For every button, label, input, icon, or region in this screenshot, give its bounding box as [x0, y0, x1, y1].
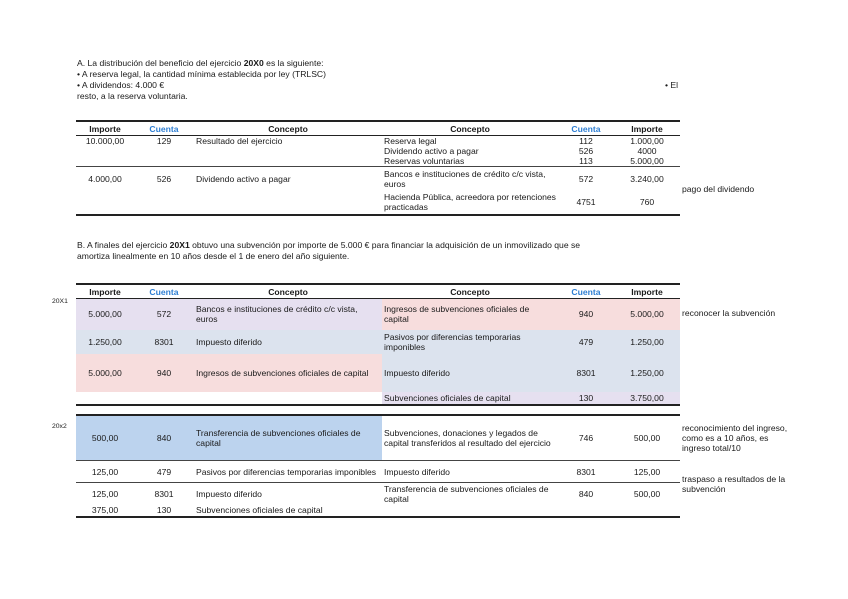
- credit-amount: 1.000,00: [630, 136, 664, 146]
- debit-concept: Impuesto diferido: [194, 330, 382, 354]
- table-row: [76, 156, 680, 167]
- debit-amount: 4.000,00: [88, 173, 122, 184]
- table-row: [76, 483, 680, 505]
- header-cuenta: Cuenta: [134, 284, 194, 299]
- credit-amount: 500,00: [614, 483, 680, 505]
- credit-amount: 1.250,00: [614, 330, 680, 354]
- credit-concept: Hacienda Pública, acreedora por retenciones practicadas: [382, 191, 558, 215]
- credit-account: 746: [578, 432, 594, 443]
- table-row: [76, 146, 680, 156]
- credit-concept: Subvenciones oficiales de capital: [382, 392, 558, 405]
- debit-account: 940: [134, 354, 194, 392]
- section-a-line1: [77, 58, 324, 69]
- section-b-line2: amortiza linealmente en 10 años desde el 1 de enero del año siguiente.: [77, 251, 350, 261]
- credit-concept: Pasivos por diferencias temporarias imponibles: [382, 330, 558, 354]
- table-row: [76, 461, 680, 483]
- table-a-header: [76, 121, 680, 136]
- credit-account: 4751: [558, 191, 614, 215]
- note-traspaso-resultados: traspaso a resultados de la subvención: [682, 474, 786, 494]
- debit-account: 840: [134, 415, 194, 461]
- year-20x0: 20X0: [243, 58, 264, 68]
- credit-concept: Bancos e instituciones de crédito c/c vista, euros: [384, 168, 546, 189]
- year-label-20x2: 20x2: [52, 423, 67, 430]
- header-importe-credit: Importe: [614, 284, 680, 299]
- debit-concept: Impuesto diferido: [194, 483, 382, 505]
- credit-concept: Ingresos de subvenciones oficiales de capital: [382, 299, 558, 330]
- note-pago-dividendo: pago del dividendo: [682, 184, 755, 194]
- debit-amount: 5.000,00: [76, 299, 134, 330]
- debit-account: 8301: [134, 483, 194, 505]
- credit-concept: Dividendo activo a pagar: [384, 146, 479, 156]
- credit-concept: Subvenciones, donaciones y legados de capital transferidos al resultado del ejercicio: [384, 427, 551, 448]
- table-gap: [76, 405, 680, 415]
- journal-table-a: [76, 120, 680, 216]
- credit-concept: Impuesto diferido: [382, 354, 558, 392]
- section-a-line2: • A reserva legal, la cantidad mínima establecida por ley (TRLSC): [77, 69, 326, 79]
- credit-amount: 3.750,00: [614, 392, 680, 405]
- table-row: [76, 354, 680, 392]
- debit-amount: 5.000,00: [76, 354, 134, 392]
- debit-amount: 1.250,00: [76, 330, 134, 354]
- debit-concept: Dividendo activo a pagar: [196, 173, 291, 184]
- header-concepto-credit: Concepto: [382, 284, 558, 299]
- section-a-intro-end: es la siguiente:: [263, 58, 324, 68]
- header-cuenta: Cuenta: [134, 121, 194, 136]
- debit-concept: Subvenciones oficiales de capital: [194, 505, 382, 517]
- credit-amount: 1.250,00: [614, 354, 680, 392]
- header-importe-credit: Importe: [614, 121, 680, 136]
- table-row: [76, 191, 680, 215]
- table-row: [76, 330, 680, 354]
- section-a-intro: A. La distribución del beneficio del ejercicio: [77, 58, 244, 68]
- header-concepto: Concepto: [194, 121, 382, 136]
- table-row: [76, 505, 680, 517]
- credit-account: 479: [558, 330, 614, 354]
- header-importe: Importe: [76, 284, 134, 299]
- note-reconocimiento-ingreso: reconocimiento del ingreso, como es a 10 años, es ingreso total/10: [682, 423, 788, 453]
- debit-concept: Resultado del ejercicio: [196, 136, 283, 146]
- journal-table-b: [76, 283, 680, 518]
- credit-account: 572: [578, 173, 594, 184]
- debit-amount: 125,00: [76, 483, 134, 505]
- credit-amount: 5.000,00: [614, 299, 680, 330]
- table-row: [76, 415, 680, 461]
- debit-concept: Ingresos de subvenciones oficiales de capital: [194, 354, 382, 392]
- debit-amount: 375,00: [76, 505, 134, 517]
- section-b-line1: [77, 240, 580, 251]
- debit-concept: Bancos e instituciones de crédito c/c vista, euros: [194, 299, 382, 330]
- credit-account: 8301: [558, 461, 614, 483]
- section-a-line4: resto, a la reserva voluntaria.: [77, 91, 188, 101]
- note-reconocer-subvencion: reconocer la subvención: [682, 308, 776, 318]
- debit-amount: 125,00: [76, 461, 134, 483]
- credit-account: 940: [558, 299, 614, 330]
- debit-concept: Transferencia de subvenciones oficiales de capital: [194, 415, 382, 461]
- table-row: [76, 299, 680, 330]
- debit-account: 479: [134, 461, 194, 483]
- credit-concept: Impuesto diferido: [382, 461, 558, 483]
- header-cuenta-credit: Cuenta: [558, 284, 614, 299]
- year-20x1: 20X1: [169, 240, 190, 250]
- debit-account: 129: [156, 136, 172, 146]
- section-a-bullet-right: • El: [665, 80, 679, 90]
- credit-concept: Transferencia de subvenciones oficiales de capital: [382, 483, 558, 505]
- credit-account: 526: [578, 146, 594, 156]
- credit-amount: 4000: [637, 146, 657, 156]
- credit-amount: 760: [614, 191, 680, 215]
- debit-amount: 500,00: [76, 415, 134, 461]
- table-row: [76, 392, 680, 405]
- credit-amount: 5.000,00: [614, 156, 680, 167]
- table-b-header: [76, 284, 680, 299]
- credit-account: 840: [558, 483, 614, 505]
- header-concepto: Concepto: [194, 284, 382, 299]
- section-b-intro-end: obtuvo una subvención por importe de 5.000 € para financiar la adquisición de un inmovilizado que se: [189, 240, 581, 250]
- debit-amount: 10.000,00: [85, 136, 125, 146]
- credit-concept: Reserva legal: [384, 136, 437, 146]
- header-importe: Importe: [76, 121, 134, 136]
- credit-account: 130: [558, 392, 614, 405]
- year-label-20x1: 20X1: [52, 298, 68, 305]
- debit-account: 130: [134, 505, 194, 517]
- section-b-intro: B. A finales del ejercicio: [77, 240, 170, 250]
- credit-amount: 3.240,00: [630, 173, 664, 184]
- credit-concept: Reservas voluntarias: [382, 156, 558, 167]
- header-cuenta-credit: Cuenta: [558, 121, 614, 136]
- debit-concept: Pasivos por diferencias temporarias imponibles: [194, 461, 382, 483]
- credit-account: 112: [579, 136, 593, 146]
- header-concepto-credit: Concepto: [382, 121, 558, 136]
- section-a-line3: • A dividendos: 4.000 €: [77, 80, 165, 90]
- credit-account: 113: [558, 156, 614, 167]
- debit-account: 572: [134, 299, 194, 330]
- credit-account: 8301: [558, 354, 614, 392]
- table-row: [76, 167, 680, 191]
- credit-amount: 500,00: [633, 432, 661, 443]
- table-row: [76, 136, 680, 147]
- debit-account: 526: [156, 173, 172, 184]
- debit-account: 8301: [134, 330, 194, 354]
- credit-amount: 125,00: [614, 461, 680, 483]
